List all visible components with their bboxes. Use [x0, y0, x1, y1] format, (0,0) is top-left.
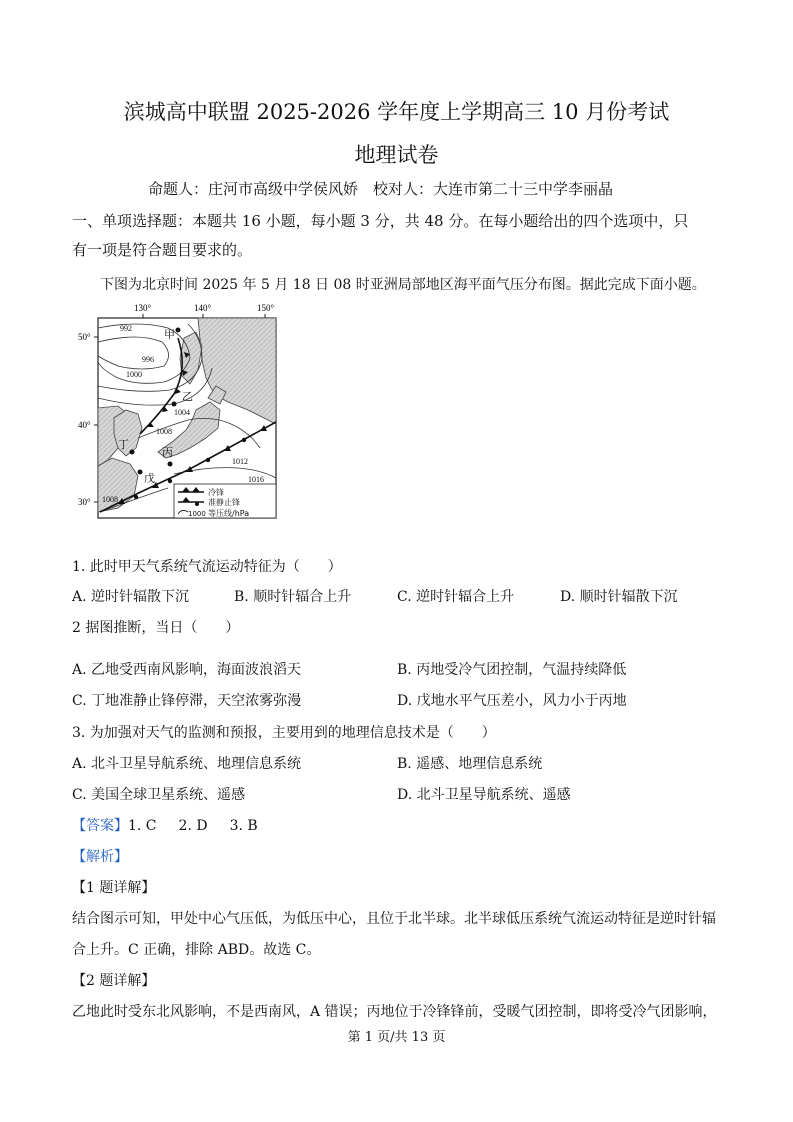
isobar-label: 1008 [102, 495, 118, 504]
point-ding-dot [130, 450, 135, 455]
subject-title: 地理试卷 [354, 143, 439, 167]
lon-label: 130° [134, 303, 152, 313]
q2-option-b: B. 丙地受冷气团控制，气温持续降低 [397, 662, 627, 678]
lat-label: 30° [78, 497, 91, 507]
intro-text: 下图为北京时间 2025 年 5 月 18 日 08 时亚洲局部地区海平面气压分布图。据此完成下面小题。 [100, 277, 706, 293]
isobar-label: 1012 [232, 457, 248, 466]
lon-label: 140° [194, 303, 212, 313]
detail-1-line1: 结合图示可知，甲处中心气压低，为低压中心，且位于北半球。北半球低压系统气流运动特征是逆时针辐 [72, 911, 716, 927]
point-wu-dot [138, 470, 143, 475]
point-yi-dot [172, 402, 177, 407]
detail-2-line1: 乙地此时受东北风影响，不是西南风，A 错误；丙地位于冷锋锋前，受暖气团控制，即将受冷气团影响， [72, 1004, 717, 1020]
isobar-label: 992 [120, 324, 132, 333]
point-ding-label: 丁 [118, 438, 129, 451]
q3-option-c: C. 美国全球卫星系统、遥感 [72, 787, 246, 803]
q3-option-d: D. 北斗卫星导航系统、遥感 [397, 787, 571, 803]
answer-item: 2. D [178, 818, 208, 834]
question-2-stem: 2 据图推断，当日（ ） [72, 620, 240, 636]
exam-title: 滨城高中联盟 2025-2026 学年度上学期高三 10 月份考试 [123, 100, 670, 124]
detail-1-line2: 合上升。C 正确，排除 ABD。故选 C。 [72, 942, 321, 958]
q3-option-a: A. 北斗卫星导航系统、地理信息系统 [72, 756, 302, 772]
lon-label: 150° [257, 303, 275, 313]
q1-option-b: B. 顺时针辐合上升 [234, 589, 352, 605]
point-jia-label: 甲 [164, 328, 175, 341]
q2-option-d: D. 戊地水平气压差小，风力小于丙地 [397, 693, 627, 709]
point-wu-label: 戊 [144, 472, 155, 485]
q2-option-a: A. 乙地受西南风影响，海面波浪滔天 [72, 662, 302, 678]
answer-label: 【答案】 [72, 818, 128, 834]
legend-stationary-front: 准静止锋 [208, 498, 240, 507]
legend-isobar-sample: 1000 [188, 510, 206, 518]
isobar-label: 1004 [174, 408, 190, 417]
q1-option-c: C. 逆时针辐合上升 [397, 589, 515, 605]
section-heading-line2: 有一项是符合题目要求的。 [72, 241, 253, 259]
lat-label: 40° [78, 420, 91, 430]
section-heading-line1: 一、单项选择题：本题共 16 小题，每小题 3 分，共 48 分。在每小题给出的四个选项中，只 [72, 212, 689, 230]
answer-item: 1. C [128, 818, 157, 834]
q2-option-c: C. 丁地准静止锋停滞，天空浓雾弥漫 [72, 693, 302, 709]
legend-isobar: 等压线/hPa [208, 509, 250, 518]
q1-option-a: A. 逆时针辐散下沉 [72, 589, 190, 605]
isobar-label: 1016 [248, 475, 264, 484]
page-footer: 第 1 页/共 13 页 [347, 1030, 446, 1045]
question-3-stem: 3. 为加强对天气的监测和预报，主要用到的地理信息技术是（ ） [72, 725, 496, 741]
point-yi-label: 乙 [182, 390, 193, 403]
isobar-label: 1000 [126, 370, 142, 379]
analysis-label: 【解析】 [72, 849, 128, 865]
lat-label: 50° [78, 332, 91, 342]
point-bing-dot [168, 462, 173, 467]
detail-2-label: 【2 题详解】 [72, 973, 156, 989]
legend-cold-front: 冷锋 [208, 488, 224, 497]
authors-line: 命题人：庄河市高级中学侯风娇 校对人：大连市第二十三中学李丽晶 [148, 180, 614, 198]
question-1-stem: 1. 此时甲天气系统气流运动特征为（ ） [72, 559, 342, 575]
q3-option-b: B. 遥感、地理信息系统 [397, 756, 543, 772]
answer-item: 3. B [229, 818, 258, 834]
point-bing-label: 丙 [162, 446, 173, 459]
answer-line [72, 815, 258, 835]
point-jia-dot [176, 328, 181, 333]
isobar-label: 996 [142, 355, 154, 364]
q1-option-d: D. 顺时针辐散下沉 [560, 589, 678, 605]
pressure-map-figure [78, 298, 288, 528]
isobar-label: 1008 [156, 427, 172, 436]
detail-1-label: 【1 题详解】 [72, 880, 156, 896]
